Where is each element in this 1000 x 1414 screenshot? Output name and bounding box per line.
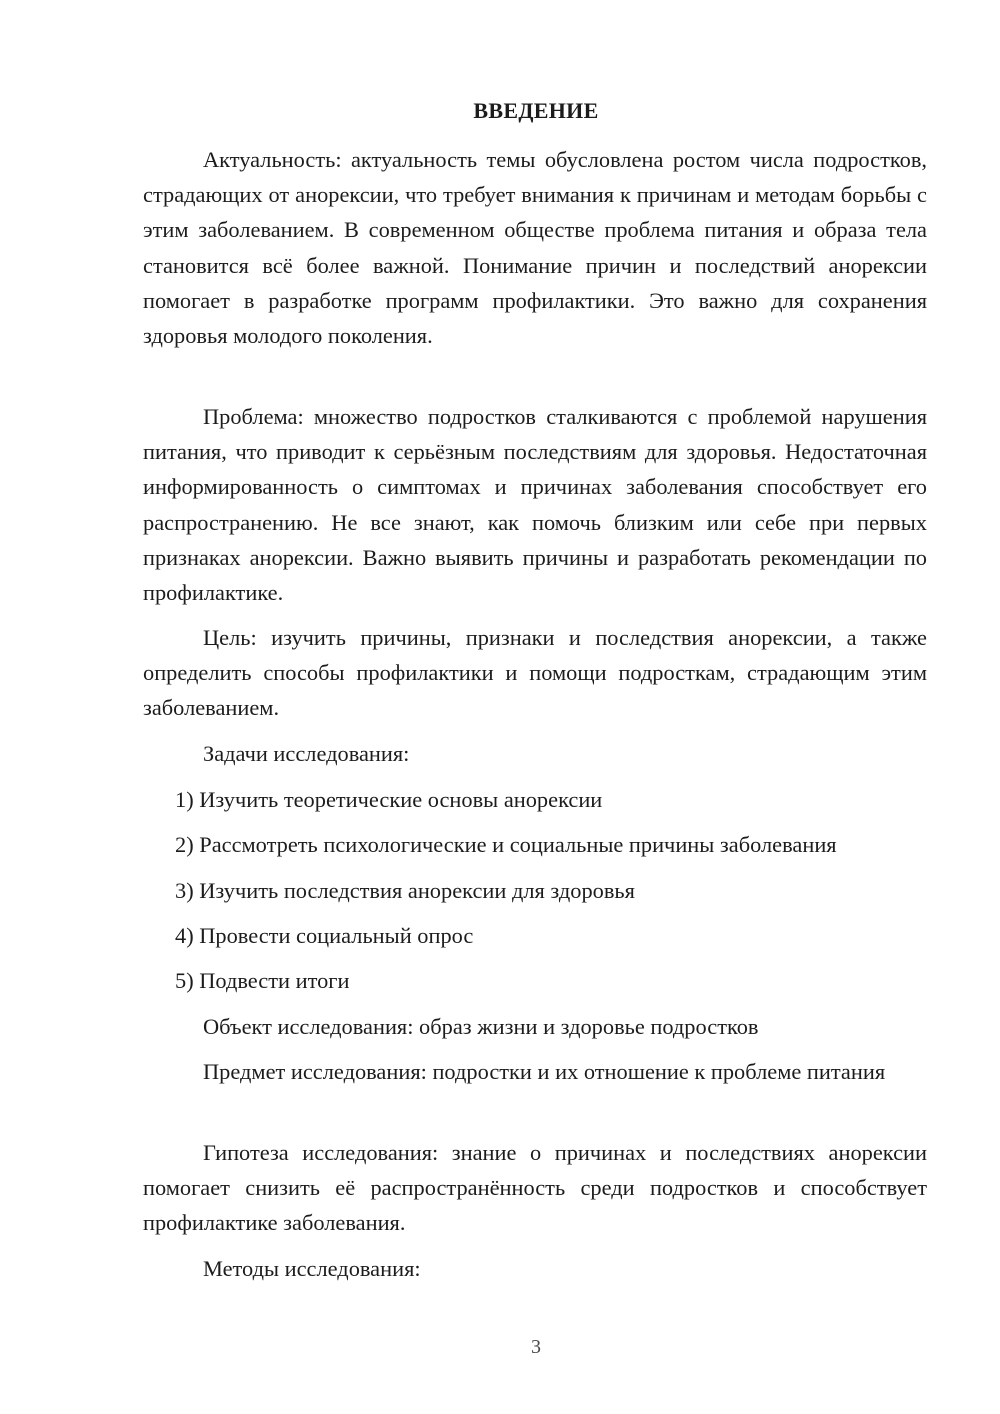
methods-heading: Методы исследования: <box>203 1256 421 1281</box>
tasks-heading: Задачи исследования: <box>203 741 410 766</box>
task-item-4: 4) Провести социальный опрос <box>175 923 474 948</box>
paragraph-subject: Предмет исследования: подростки и их отношение к проблеме питания <box>203 1059 886 1084</box>
page-number: 3 <box>531 1336 541 1358</box>
task-item-3: 3) Изучить последствия анорексии для здоровья <box>175 878 635 903</box>
task-item-2: 2) Рассмотреть психологические и социальные причины заболевания <box>175 832 837 857</box>
paragraph-problem: Проблема: множество подростков сталкиваются с проблемой нарушения питания, что приводит к серьёзным последствиям для здоровья. Недостаточная информированность о симптомах и причинах заболевания способствует его распространению. Не все знают, как помочь близким или себе при первых признаках анорексии. Важно выявить причины и разработать рекомендации по профилактике. <box>143 404 927 606</box>
paragraph-goal: Цель: изучить причины, признаки и последствия анорексии, а также определить способы профилактики и помощи подросткам, страдающим этим заболеванием. <box>143 625 927 721</box>
section-title: ВВЕДЕНИЕ <box>473 98 599 123</box>
paragraph-object: Объект исследования: образ жизни и здоровье подростков <box>203 1014 759 1039</box>
paragraph-hypothesis: Гипотеза исследования: знание о причинах и последствиях анорексии помогает снизить её распространённость среди подростков и способствует профилактике заболевания. <box>143 1140 927 1236</box>
paragraph-relevance: Актуальность: актуальность темы обусловлена ростом числа подростков, страдающих от анорексии, что требует внимания к причинам и методам борьбы с этим заболеванием. В современном обществе проблема питания и образа тела становится всё более важной. Понимание причин и последствий анорексии помогает в разработке программ профилактики. Это важно для сохранения здоровья молодого поколения. <box>143 147 927 349</box>
task-item-1: 1) Изучить теоретические основы анорексии <box>175 787 603 812</box>
task-item-5: 5) Подвести итоги <box>175 968 350 993</box>
